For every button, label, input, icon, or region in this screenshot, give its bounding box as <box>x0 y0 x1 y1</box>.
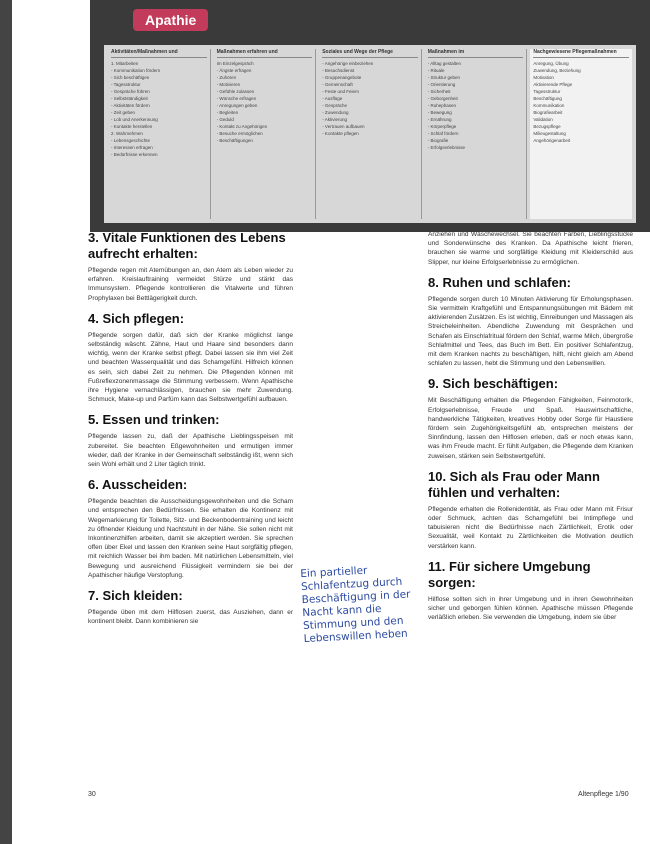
section-body: Pflegende erhalten die Rollenidentität, als Frau oder Mann mit Frisur oder Schmuck, achten das Schamgefühl bei Intimpflege und tabuisieren nicht die Bedürfnisse nach Zärtlichkeit, Erotik oder Sexualität, weil Kontakt zu Zärtlichkeiten die Motivation deutlich verstärken kann. <box>428 505 633 550</box>
table-column <box>214 49 317 219</box>
table-line: - Bewegung <box>427 110 452 115</box>
table-line: - Lebensgeschichte <box>111 138 151 143</box>
table-line: - Schlaf fördern <box>427 131 459 136</box>
table-line: - Feste und Feiern <box>322 89 359 94</box>
table-line: - Gespräche <box>322 103 347 108</box>
table-line: - Selbstständigkeit <box>111 96 148 101</box>
section-heading: 10. Sich als Frau oder Mann fühlen und verhalten: <box>428 468 600 500</box>
pull-quote: Ein partieller Schlafentzug durch Beschäftigung in der Nacht kann die Stimmung und den Lebenswillen heben <box>300 564 411 646</box>
section-body: Pflegende lassen zu, daß der Apathische Lieblingsspeisen mit zubereitet. Sie beachten Eßgewohnheiten und ermutigen immer wieder, daß der Kranke in der Gemeinschaft selbständig ißt, wenn sich sein Wohl erhält und 2 Liter täglich trinkt. <box>88 433 293 469</box>
table-line: - Ausflüge <box>322 96 343 101</box>
article-section <box>88 412 293 469</box>
section-body: Mit Beschäftigung erhalten die Pflegenden Fähigkeiten, Feinmotorik, Erfolgserlebnisse, Freude und Spaß. Hauswirtschaftliche, handwerkliche Tätigkeiten, kreatives Hobby oder Sorge für Haustiere fördern sein Zugehörigkeitsgefühl ab, entsprechen meistens der Sinnfindung, lassen den Hilflosen erleben, daß er noch etwas kann, was ihm Freude macht. Er fühlt Aufgaben, die Pflegende dem Kranken zuweisen, stärken sein Selbstwertgefühl. <box>428 397 633 460</box>
table-line: Angehörigenarbeit <box>533 138 571 143</box>
section-body: Hilflose sollten sich in ihrer Umgebung und in ihren Gewohnheiten sicher und geborgen fühlen können. Apathische müssen Pflegende verläßlich erleben. Sie verwenden die Umgebung, indem sie über <box>428 595 633 622</box>
article-section <box>88 230 293 303</box>
table-line: - Bedürfnisse erkennen <box>111 152 158 157</box>
table-line: Milieugestaltung <box>533 131 566 136</box>
journal-footer: Altenpflege 1/90 <box>578 791 629 798</box>
table-line: - Biografie <box>427 138 449 143</box>
table-line: 1. Mitarbeiten <box>111 61 139 66</box>
table-line: - Anregungen geben <box>216 103 258 108</box>
table-line: Beschäftigung <box>533 96 562 101</box>
table-line: - Besuche ermöglichen <box>216 131 263 136</box>
table-line: Anregung, Übung <box>533 61 569 66</box>
table-line: - Begleiten <box>216 110 239 115</box>
table-line: - Motivieren <box>216 82 241 87</box>
table-line: - Kontakte pflegen <box>322 131 359 136</box>
section-body: Anziehen und Wäschewechsel. Sie beachten Farben, Lieblingsstücke und Sonderwünsche des Kranken. Da Apathische leicht frieren, brauchen sie warme und sorgfältige Kleidung mit Kleiderschild aus Slipper, nur kleine Erfolgserlebnisse zu ermöglichen. <box>428 231 633 266</box>
table-column-head: Maßnahmen im <box>428 49 524 58</box>
table-line: - Geborgenheit <box>427 96 458 101</box>
care-table <box>104 45 636 223</box>
table-line: - Zeit geben <box>111 110 136 115</box>
table-line: - Gemeinschaft <box>322 82 353 87</box>
table-column-head: Nachgewiesene Pflegemaßnahmen <box>533 49 629 58</box>
article-section <box>88 588 293 626</box>
article-section <box>428 469 633 551</box>
table-line: - Struktur geben <box>427 75 461 80</box>
table-line: - Geduld <box>216 117 234 122</box>
section-body: Pflegende üben mit dem Hilflosen zuerst, das Ausziehen, dann er kontinent bleibt. Dann kombinieren sie <box>88 609 293 626</box>
topic-tag: Apathie <box>133 9 208 31</box>
table-line: - Beschäftigungen <box>216 138 253 143</box>
table-line: - Sich beschäftigen <box>111 75 150 80</box>
table-line: - Erfolgserlebnisse <box>427 145 466 150</box>
section-heading: 4. Sich pflegen: <box>88 310 185 326</box>
table-line: - Zuwendung <box>322 110 349 115</box>
table-line: - Gefühle zulassen <box>216 89 255 94</box>
table-line: - Gruppenangebote <box>322 75 362 80</box>
page-number: 30 <box>88 791 96 798</box>
table-column-head: Aktivitäten/Maßnahmen und <box>111 49 207 58</box>
table-column-head: Maßnahmen erfahren und <box>217 49 313 58</box>
table-line: - Sicherheit <box>427 89 451 94</box>
article-section <box>428 230 633 267</box>
table-line: - Ernährung <box>427 117 452 122</box>
table-line: - Rituale <box>427 68 445 73</box>
section-heading: 9. Sich beschäftigen: <box>428 376 559 392</box>
section-body: Pflegende beachten die Ausscheidungsgewohnheiten und die Scham und entsprechen den Bedürfnissen. Sie erhalten die Kontinenz mit Wegemarkierung für Toilette, Sitz- und Beckenbodentraining und leicht zu öffnender Kleidung und Nachtstuhl in der Nähe. Sie sollen nicht mit Inkontinenzhilfen arbeiten, damit sie akzeptiert werden. Sie sprechen offen über Ekel und lassen den Kranken seine Haut sorgfältig pflegen, mit reichlich Wasser bei ihm baden. Mit natürlichen Lebensmitteln, viel Bewegung und ausreichend Flüssigkeit vermindern sie bei der Apathischer häufige Verstopfung. <box>88 498 293 579</box>
section-heading: 5. Essen und trinken: <box>88 412 220 428</box>
section-heading: 3. Vitale Funktionen des Lebens aufrecht erhalten: <box>88 230 286 261</box>
section-heading: 8. Ruhen und schlafen: <box>428 274 572 290</box>
table-line: Zuwendung, Beziehung <box>533 68 581 73</box>
table-line: - Ängste erfragen <box>216 68 252 73</box>
table-line: Im Einzelgespräch <box>216 61 254 66</box>
table-line: - Kommunikation fördern <box>111 68 161 73</box>
table-column <box>425 49 528 219</box>
table-line: Tagesstruktur <box>533 89 561 94</box>
table-line: - Kontakte herstellen <box>111 124 153 129</box>
table-line: - Vertrauen aufbauen <box>322 124 365 129</box>
section-heading: 11. Für sichere Umgebung sorgen: <box>428 558 591 590</box>
table-line: - Interessen erfragen <box>111 145 153 150</box>
table-line: - Alltag gestalten <box>427 61 462 66</box>
table-line: - Ruhephasen <box>427 103 457 108</box>
article-section <box>88 311 293 405</box>
section-heading: 7. Sich kleiden: <box>88 588 183 604</box>
table-line: - Gespräche führen <box>111 89 150 94</box>
article-section <box>88 477 293 580</box>
section-body: Pflegende sorgen durch 10 Minuten Aktivierung für Erholungsphasen. Sie vermitteln Kraftgefühl und Entspannungsübungen mit Bädern mit aktivierenden Zusätzen. Es ist wichtig, Einreibungen und Massagen als Streicheleinheiten. Abendliche Zuwendung mit Gesprächen und Schafen als Einschlafritual fördern den Schlaf, warme Milch, übergroße Schlafmittel und Tees, das Buch im Bett. Ein positiver Schlafentzug, mit dem Kranken nachts zu beschäftigen, hilft, nicht gleich am Abend schlafen zu lassen, hebt die Stimmung und den Lebenswillen. <box>428 295 633 368</box>
right-column <box>428 230 633 630</box>
table-line: - Angehörige einbeziehen <box>322 61 374 66</box>
table-line: - Besuchsdienst <box>322 68 355 73</box>
table-line: - Kontakt zu Angehörigen <box>216 124 268 129</box>
left-column <box>88 230 293 634</box>
table-line: - Tagesstruktur <box>111 82 141 87</box>
table-line: Motivation <box>533 75 554 80</box>
table-line: 2. Wahrnehmen <box>111 131 143 136</box>
table-line: - Zuhören <box>216 75 237 80</box>
page-edge-shadow <box>0 0 12 844</box>
care-table-box <box>90 37 650 232</box>
table-column <box>108 49 211 219</box>
table-line: Aktivierende Pflege <box>533 82 573 87</box>
table-line: - Wünsche erfragen <box>216 96 257 101</box>
table-column <box>530 49 632 219</box>
table-line: - Orientierung <box>427 82 456 87</box>
section-heading: 6. Ausscheiden: <box>88 477 188 493</box>
section-body: Pflegende sorgen dafür, daß sich der Kranke möglichst lange selbständig wäscht. Zähne, Haut und Haare sind besonders dann wichtig, wenn der Kranke selbst pflegt. Dabei lassen sie ihm viel Zeit und beachten Wasserqualität und das Schamgefühl. Hilfreich können es sein, sich dabei Zeit zu nehmen. Die Pflegenden können mit Fußreflexzonenmassage die Stimmung verbessern. Wenn Apathische ihre Hygiene vernachlässigen, brauchen sie mehr Zuwendung. Schmuck, Make-up und Parfüm kann das Selbstwertgefühl aufbauen. <box>88 331 293 404</box>
table-line: - Körperpflege <box>427 124 457 129</box>
table-line: Validation <box>533 117 553 122</box>
table-line: Bezugspflege <box>533 124 561 129</box>
table-column <box>319 49 422 219</box>
table-line: - Lob und Anerkennung <box>111 117 158 122</box>
table-line: - Aktivierung <box>322 117 347 122</box>
table-line: Kommunikation <box>533 103 565 108</box>
article-section <box>428 275 633 369</box>
table-line: Biografiearbeit <box>533 110 563 115</box>
table-line: - Aktivitäten fördern <box>111 103 150 108</box>
article-section <box>428 376 633 460</box>
table-column-head: Soziales und Wege der Pflege <box>322 49 418 58</box>
article-section <box>428 559 633 623</box>
section-body: Pflegende regen mit Atemübungen an, den Atem als Leben wieder zu erfahren. Kreislauftraining vermeidet Stürze und stärkt das Immunsystem. Pflegende kontrollieren die Vitalwerte und führen Prophylaxen bei Bettlägerigkeit durch. <box>88 267 293 302</box>
